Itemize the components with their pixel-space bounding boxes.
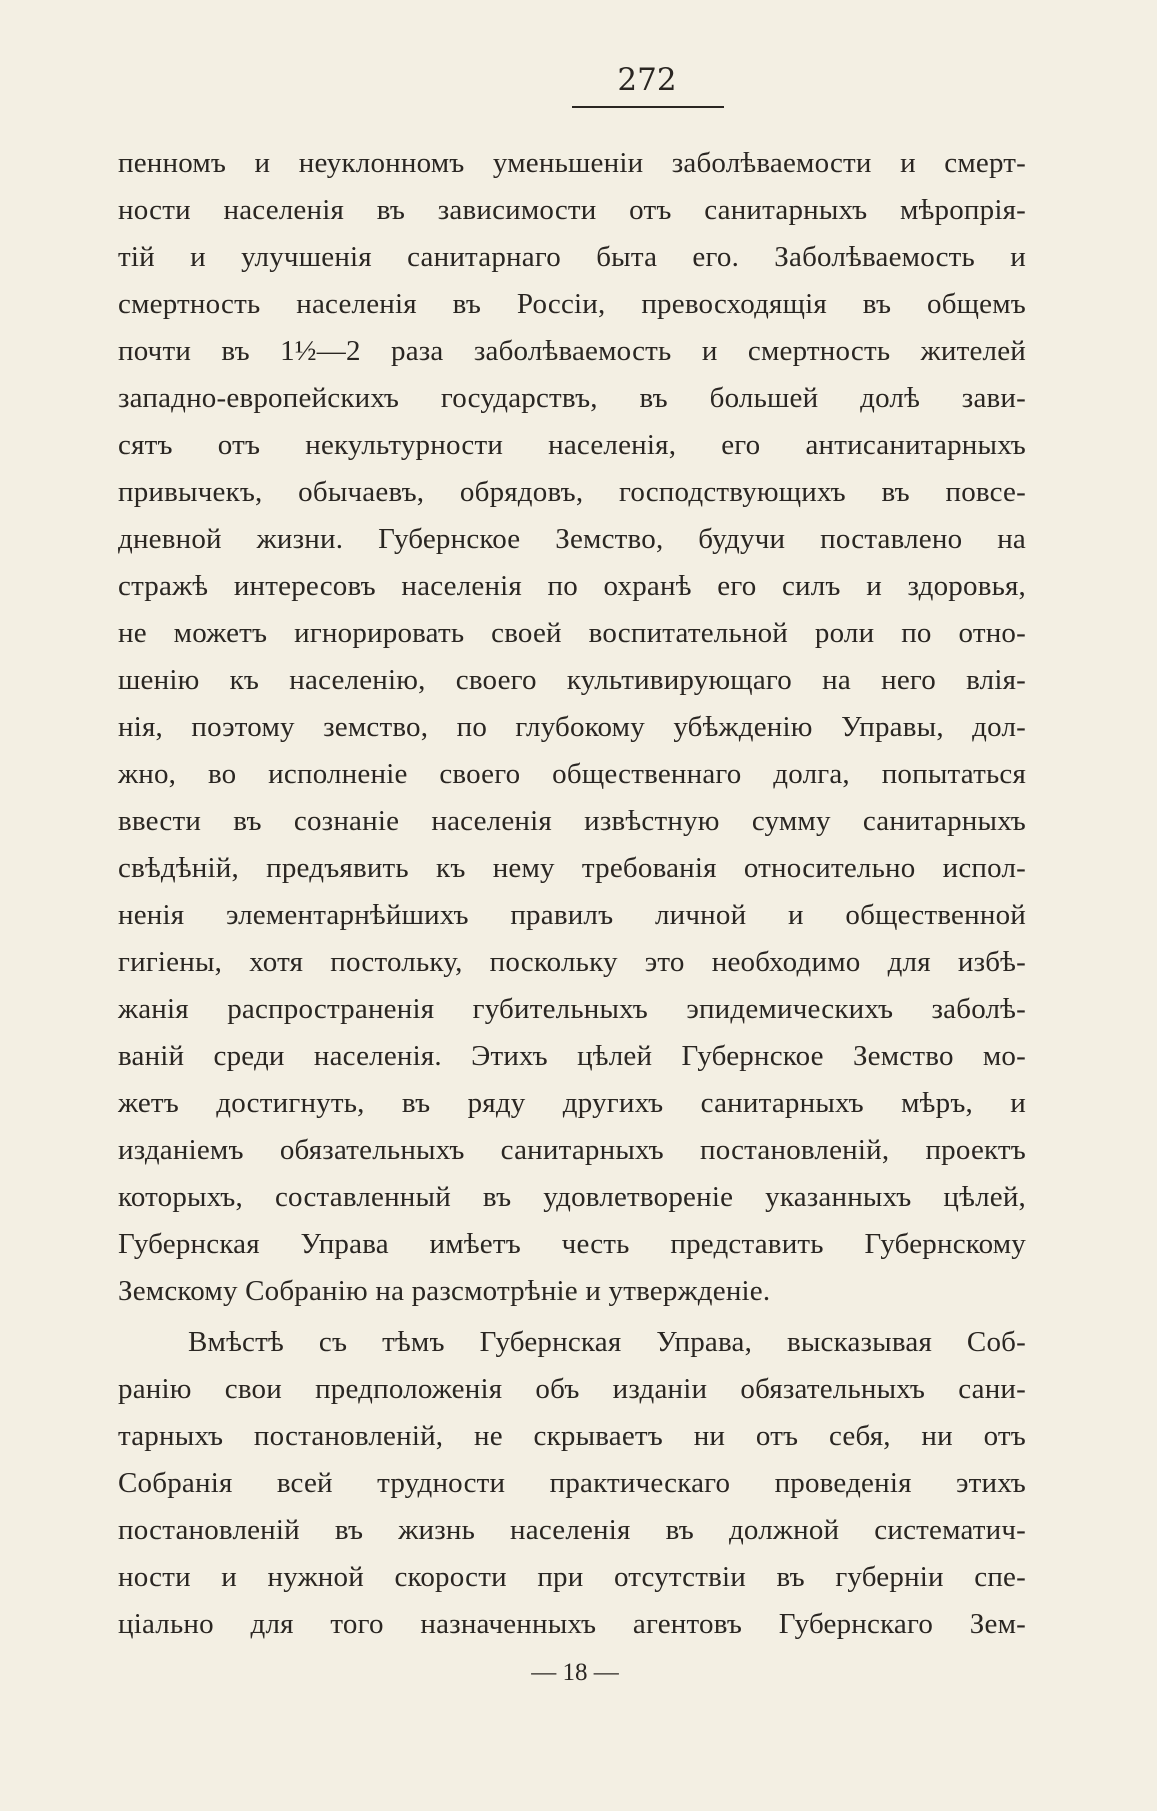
- text-line: тарныхъ постановленiй, не скрываетъ ни отъ себя, ни отъ: [118, 1420, 1026, 1452]
- text-line: ности населенiя въ зависимости отъ санитарныхъ мѣропрiя-: [118, 194, 1026, 226]
- text-line: ненiя элементарнѣйшихъ правилъ личной и общественной: [118, 899, 1026, 931]
- text-line: свѣдѣнiй, предъявить къ нему требованiя относительно испол-: [118, 852, 1026, 884]
- text-line: пенномъ и неуклонномъ уменьшенiи заболѣваемости и смерт-: [118, 147, 1026, 179]
- text-line: почти въ 1½—2 раза заболѣваемость и смертность жителей: [118, 335, 1026, 367]
- text-line: сятъ отъ некультурности населенiя, его антисанитарныхъ: [118, 429, 1026, 461]
- text-line: привычекъ, обычаевъ, обрядовъ, господствующихъ въ повсе-: [118, 476, 1026, 508]
- page-number: 272: [617, 62, 677, 98]
- text-line: нiя, поэтому земство, по глубокому убѣжденiю Управы, дол-: [118, 711, 1026, 743]
- text-line: Собранiя всей трудности практическаго проведенiя этихъ: [118, 1467, 1026, 1499]
- header-rule: [572, 106, 724, 108]
- text-line: дневной жизни. Губернское Земство, будучи поставлено на: [118, 523, 1026, 555]
- text-line: западно-европейскихъ государствъ, въ большей долѣ зави-: [118, 382, 1026, 414]
- body-text: [118, 140, 1026, 1648]
- text-line: постановленiй въ жизнь населенiя въ должной систематич-: [118, 1514, 1026, 1546]
- signature-mark: — 18 —: [531, 1659, 619, 1686]
- text-line: не можетъ игнорировать своей воспитательной роли по отно-: [118, 617, 1026, 649]
- text-line: жанiя распространенiя губительныхъ эпидемическихъ заболѣ-: [118, 993, 1026, 1025]
- text-line: шенiю къ населенiю, своего культивирующаго на него влiя-: [118, 664, 1026, 696]
- text-line: которыхъ, составленный въ удовлетворенiе указанныхъ цѣлей,: [118, 1181, 1026, 1213]
- text-line: цiально для того назначенныхъ агентовъ Губернскаго Зем-: [118, 1608, 1026, 1640]
- text-line: ранiю свои предположенiя объ изданiи обязательныхъ сани-: [118, 1373, 1026, 1405]
- text-line: ности и нужной скорости при отсутствiи въ губернiи спе-: [118, 1561, 1026, 1593]
- text-line: Губернская Управа имѣетъ честь представить Губернскому: [118, 1228, 1026, 1260]
- text-line: Земскому Собранiю на разсмотрѣнiе и утвержденiе.: [118, 1275, 771, 1307]
- text-line: ванiй среди населенiя. Этихъ цѣлей Губернское Земство мо-: [118, 1040, 1026, 1072]
- text-line: жно, во исполненiе своего общественнаго долга, попытаться: [118, 758, 1026, 790]
- text-line: изданiемъ обязательныхъ санитарныхъ постановленiй, проектъ: [118, 1134, 1026, 1166]
- text-line: смертность населенiя въ Россiи, превосходящiя въ общемъ: [118, 288, 1026, 320]
- text-line: тiй и улучшенiя санитарнаго быта его. Заболѣваемость и: [118, 241, 1026, 273]
- text-line: жетъ достигнуть, въ ряду другихъ санитарныхъ мѣръ, и: [118, 1087, 1026, 1119]
- text-line: ввести въ сознанiе населенiя извѣстную сумму санитарныхъ: [118, 805, 1026, 837]
- text-line: Вмѣстѣ съ тѣмъ Губернская Управа, высказывая Соб-: [188, 1326, 1026, 1358]
- text-line: гигiены, хотя постольку, поскольку это необходимо для избѣ-: [118, 946, 1026, 978]
- text-line: стражѣ интересовъ населенiя по охранѣ его силъ и здоровья,: [118, 570, 1026, 602]
